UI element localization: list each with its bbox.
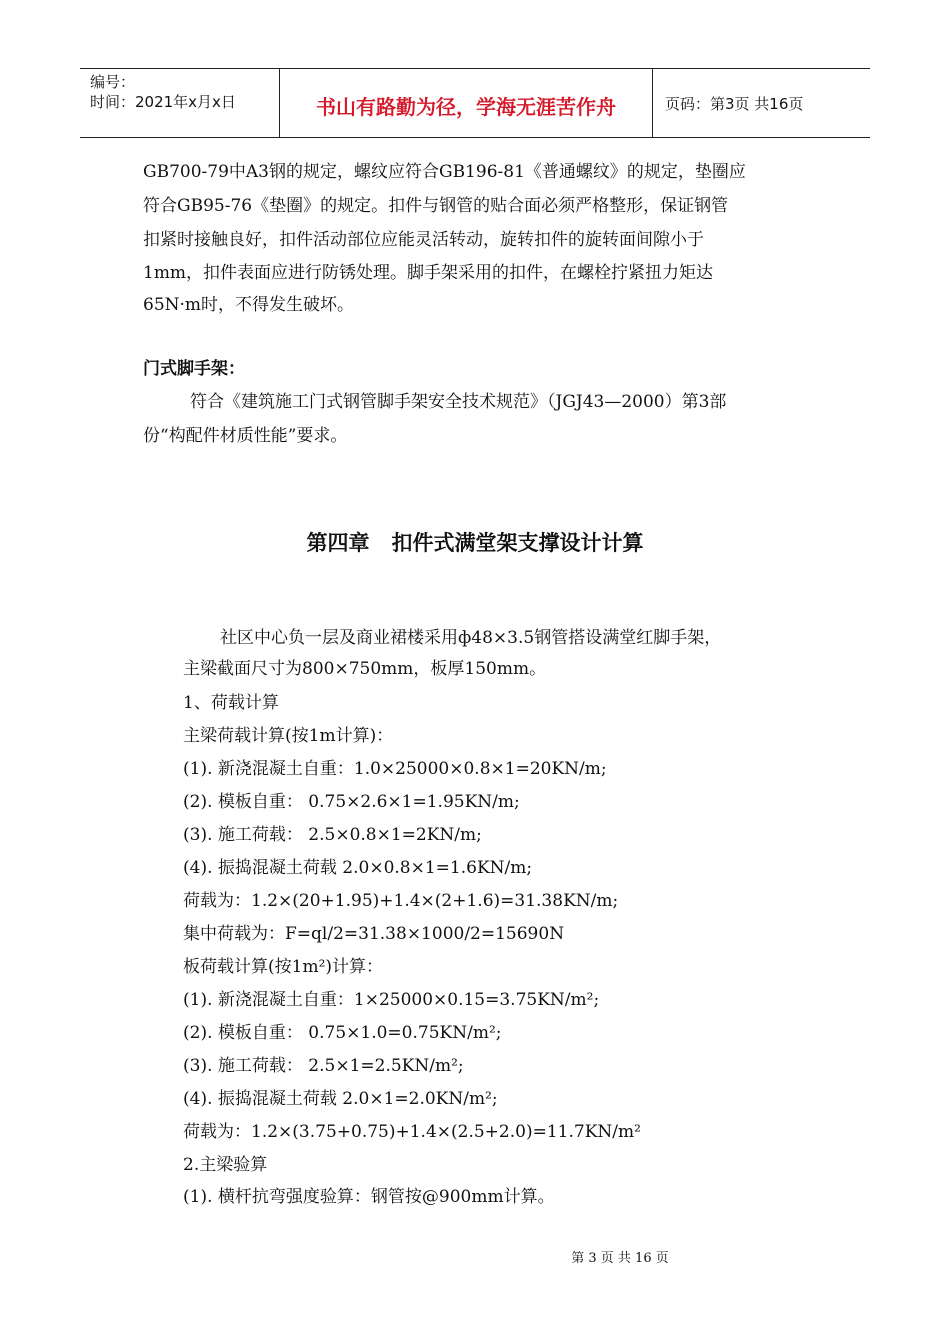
calc-line: (3). 施工荷载： 2.5×0.8×1=2KN/m; [183,825,482,845]
paragraph-line: 65N·m时，不得发生破坏。 [143,295,355,315]
calc-line: (2). 模板自重： 0.75×1.0=0.75KN/m²; [183,1023,502,1043]
paragraph-line: GB700-79中A3钢的规定，螺纹应符合GB196-81《普通螺纹》的规定，垫圈应 [143,162,746,182]
paragraph-line: 符合GB95-76《垫圈》的规定。扣件与钢管的贴合面必须严格整形，保证钢管 [143,196,729,216]
header-motto-cell [280,69,653,137]
calc-line: 社区中心负一层及商业裙楼采用ф48×3.5钢管搭设满堂红脚手架， [220,628,722,648]
calc-line: (3). 施工荷载： 2.5×1=2.5KN/m²; [183,1056,464,1076]
header-left-cell [80,69,280,137]
calc-line: (1). 新浇混凝土自重：1×25000×0.15=3.75KN/m²; [183,990,600,1010]
header-page-cell [653,69,870,137]
header-motto: 书山有路勤为径，学海无涯苦作舟 [316,95,616,119]
paragraph-line: 扣紧时接触良好，扣件活动部位应能灵活转动，旋转扣件的旋转面间隙小于 [143,230,704,250]
page-header [80,68,870,138]
calc-line: 荷载为：1.2×(20+1.95)+1.4×(2+1.6)=31.38KN/m; [183,891,619,911]
calc-line: 主梁荷载计算(按1m计算)： [183,726,394,746]
section-heading: 门式脚手架： [143,359,245,379]
calc-line: 1、荷载计算 [183,693,279,713]
document-number-label: 编号： [90,73,136,91]
calc-line: 板荷载计算(按1m²)计算： [183,957,384,977]
paragraph-line: 1mm，扣件表面应进行防锈处理。脚手架采用的扣件，在螺栓拧紧扭力矩达 [143,263,714,283]
calc-line: 主梁截面尺寸为800×750mm，板厚150mm。 [183,659,547,679]
paragraph-line: 份“构配件材质性能”要求。 [143,426,348,446]
chapter-title: 第四章 扣件式满堂架支撑设计计算 [306,531,644,555]
document-time-label: 时间：2021年x月x日 [90,93,236,111]
calc-line: (4). 振捣混凝土荷载 2.0×1=2.0KN/m²; [183,1089,498,1109]
calc-line: 集中荷载为：F=ql/2=31.38×1000/2=15690N [183,924,565,944]
calc-line: 2.主梁验算 [183,1155,268,1175]
header-page-code: 页码：第3页 共16页 [665,95,804,113]
page-footer: 第 3 页 共 16 页 [571,1251,669,1266]
calc-line: (4). 振捣混凝土荷载 2.0×0.8×1=1.6KN/m; [183,858,533,878]
calc-line: 荷载为：1.2×(3.75+0.75)+1.4×(2.5+2.0)=11.7KN/m² [183,1122,641,1142]
calc-line: (2). 模板自重： 0.75×2.6×1=1.95KN/m; [183,792,520,812]
paragraph-line: 符合《建筑施工门式钢管脚手架安全技术规范》（JGJ43—2000）第3部 [190,392,727,412]
calc-line: (1). 横杆抗弯强度验算：钢管按@900mm计算。 [183,1187,555,1207]
calc-line: (1). 新浇混凝土自重：1.0×25000×0.8×1=20KN/m; [183,759,607,779]
